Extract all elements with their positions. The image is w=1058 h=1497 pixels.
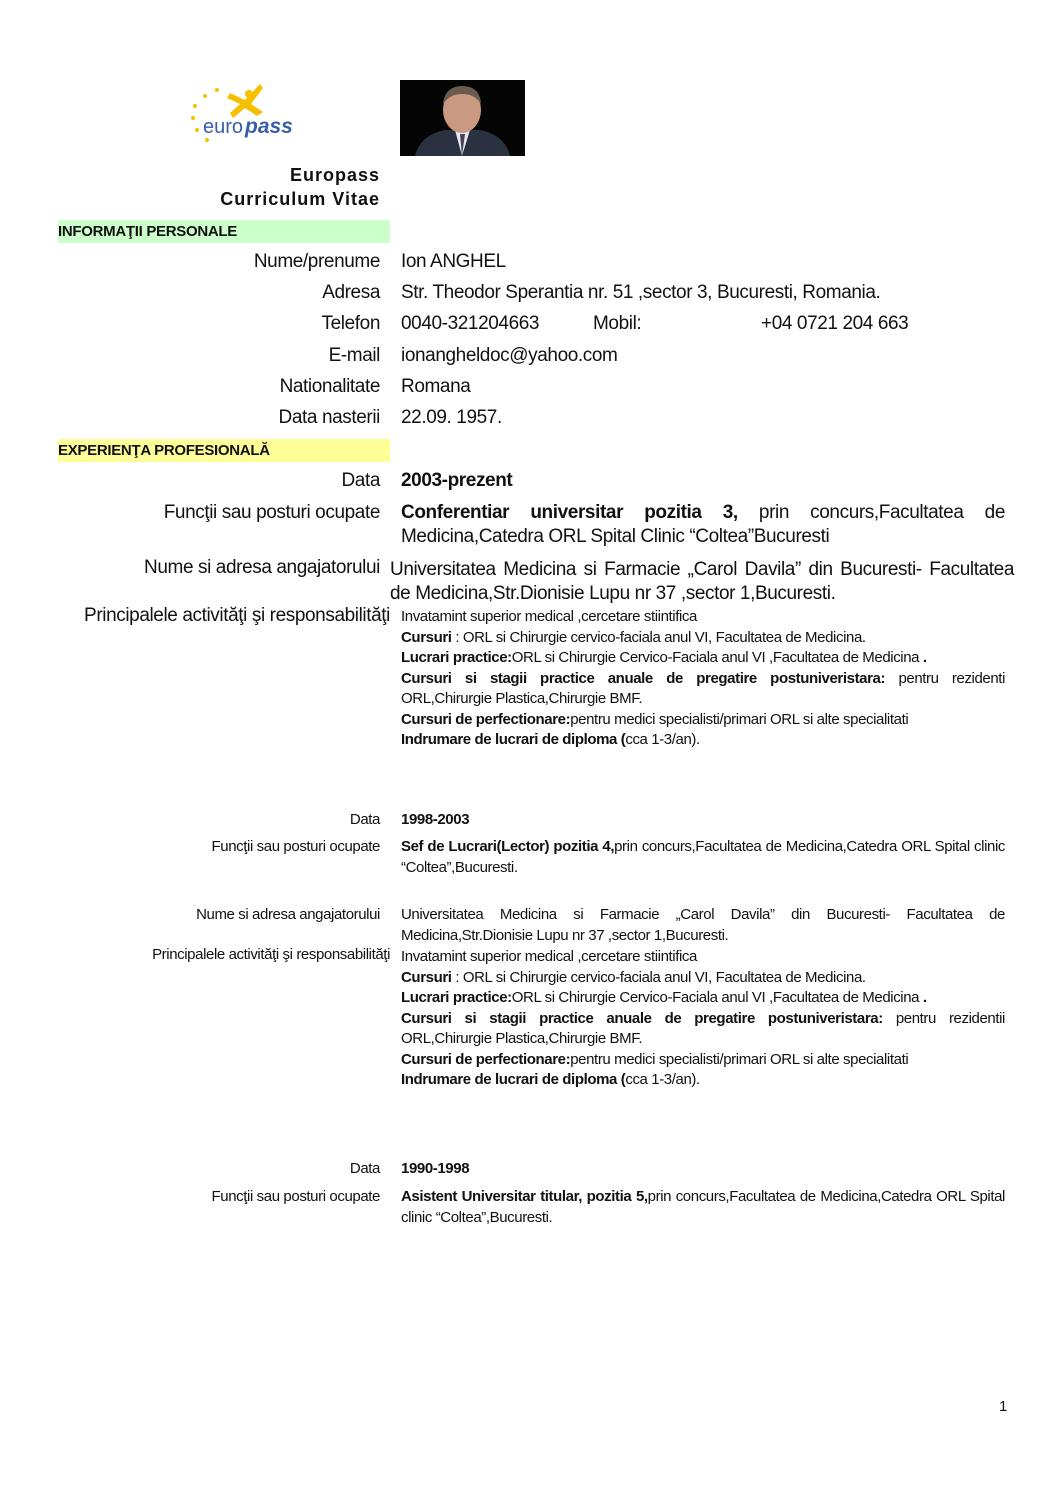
activity-practicals: Lucrari practice:ORL si Chirurgie Cervico-Faciala anul VI ,Facultatea de Medicina .	[401, 989, 927, 1006]
svg-text:pass: pass	[245, 115, 293, 138]
activity-intro: Invatamint superior medical ,cercetare stiintifica	[401, 608, 697, 625]
position-detail: prin concurs,Facultatea de Medicina,Catedra ORL Spital Clinic “Coltea”Bucuresti	[401, 502, 1005, 547]
phone-value: 0040-321204663	[401, 313, 540, 334]
document-title: Europass	[289, 165, 380, 185]
job1-employer: Universitatea Medicina si Farmacie „Carol Davila” din Bucuresti- Facultatea de Medicina,Str.Dionisie Lupu nr 37 ,sector 1,Bucuresti.	[390, 559, 1014, 604]
document-subtitle: Curriculum Vitae	[220, 189, 380, 209]
email-label: E-mail	[328, 345, 380, 366]
job2-activities	[401, 947, 1005, 1091]
job1-position-label: Funcţii sau posturi ocupate	[163, 502, 380, 523]
job3-date-label: Data	[349, 1160, 380, 1177]
nationality-label: Nationalitate	[279, 376, 380, 397]
section-personal-info: INFORMAŢII PERSONALE	[58, 220, 390, 243]
job1-position	[401, 501, 1005, 549]
job1-activities	[401, 607, 1005, 751]
birthdate-value: 22.09. 1957.	[401, 407, 502, 428]
job3-position: Asistent Universitar titular, pozitia 5,prin concurs,Facultatea de Medicina,Catedra ORL Spital clinic “Coltea”,Bucuresti.	[401, 1188, 1005, 1226]
activity-courses: Cursuri : ORL si Chirurgie cervico-faciala anul VI, Facultatea de Medicina.	[401, 968, 866, 986]
email-value[interactable]: ionangheldoc@yahoo.com	[401, 345, 618, 366]
activity-training: Cursuri de perfectionare:pentru medici specialisti/primari ORL si alte specialitati	[401, 1050, 909, 1068]
page-number: 1	[999, 1398, 1008, 1415]
job2-activities-label: Principalele activităţi şi responsabilităţi	[152, 946, 390, 963]
activity-intro: Invatamint superior medical ,cercetare stiintifica	[401, 948, 697, 965]
job1-activities-label: Principalele activităţi şi responsabilităţi	[84, 605, 390, 626]
activity-postgrad: Cursuri si stagii practice anuale de pregatire postuniveristara: pentru rezidenti ORL,Chirurgie Plastica,Chirurgie BMF.	[401, 669, 1006, 707]
svg-text:euro: euro	[203, 116, 244, 138]
job1-employer-label: Nume si adresa angajatorului	[144, 557, 380, 578]
job2-position: Sef de Lucrari(Lector) pozitia 4,prin concurs,Facultatea de Medicina,Catedra ORL Spital clinic “Coltea”,Bucuresti.	[401, 838, 1005, 876]
job1-date: 2003-prezent	[401, 470, 513, 491]
phone-label: Telefon	[321, 313, 380, 334]
activity-practicals: Lucrari practice:ORL si Chirurgie Cervico-Faciala anul VI ,Facultatea de Medicina .	[401, 649, 927, 666]
activity-thesis: Indrumare de lucrari de diploma (cca 1-3/an).	[401, 1071, 700, 1088]
address-label: Adresa	[322, 282, 380, 303]
profile-photo	[400, 80, 525, 156]
job2-date-label: Data	[349, 811, 380, 828]
job1-date-label: Data	[341, 470, 380, 491]
nationality-value: Romana	[401, 376, 471, 397]
name-label: Nume/prenume	[253, 251, 380, 272]
position-title: Conferentiar universitar pozitia 3,	[401, 502, 738, 523]
activity-postgrad: Cursuri si stagii practice anuale de pregatire postuniveristara: pentru rezidentii ORL,Chirurgie Plastica,Chirurgie BMF.	[401, 1009, 1005, 1047]
job3-position-label: Funcţii sau posturi ocupate	[211, 1188, 380, 1205]
phone-row	[401, 312, 1005, 336]
activity-training: Cursuri de perfectionare:pentru medici specialisti/primari ORL si alte specialitati	[401, 710, 909, 728]
mobile-label: Mobil:	[593, 313, 642, 334]
job2-date: 1998-2003	[401, 811, 470, 828]
job2-employer-label: Nume si adresa angajatorului	[196, 906, 380, 923]
section-work-experience: EXPERIENŢA PROFESIONALĂ	[58, 439, 390, 462]
europass-logo	[185, 78, 310, 148]
activity-courses: Cursuri : ORL si Chirurgie cervico-faciala anul VI, Facultatea de Medicina.	[401, 628, 866, 646]
birthdate-label: Data nasterii	[278, 407, 380, 428]
activity-thesis: Indrumare de lucrari de diploma (cca 1-3/an).	[401, 731, 700, 748]
job3-date: 1990-1998	[401, 1160, 470, 1177]
job2-position-label: Funcţii sau posturi ocupate	[211, 838, 380, 855]
job2-employer: Universitatea Medicina si Farmacie „Carol Davila” din Bucuresti- Facultatea de Medicina,Str.Dionisie Lupu nr 37 ,sector 1,Bucuresti.	[401, 906, 1005, 944]
address-value: Str. Theodor Sperantia nr. 51 ,sector 3, Bucuresti, Romania.	[401, 282, 881, 303]
mobile-value: +04 0721 204 663	[761, 313, 909, 334]
name-value: Ion ANGHEL	[401, 251, 506, 272]
